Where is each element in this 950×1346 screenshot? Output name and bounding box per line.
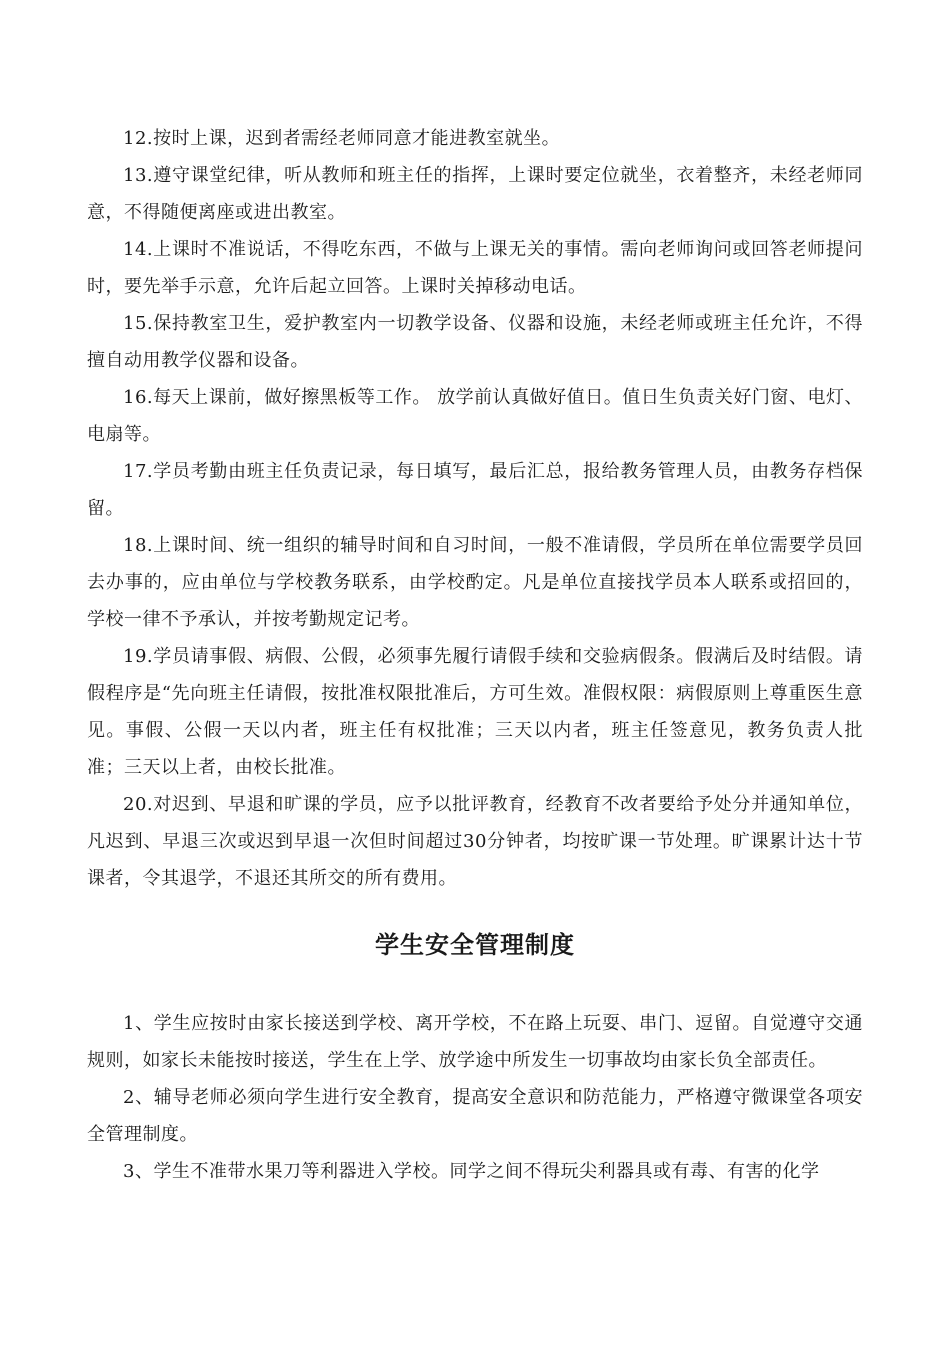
rule-paragraph: 16.每天上课前，做好擦黑板等工作。 放学前认真做好值日。值日生负责关好门窗、电灯、电扇等。	[87, 387, 863, 445]
document-page	[87, 120, 863, 1190]
rule-paragraph: 19.学员请事假、病假、公假，必须事先履行请假手续和交验病假条。假满后及时结假。请假程序是“先向班主任请假，按批准权限批准后，方可生效。准假权限：病假原则上尊重医生意见。事假、公假一天以内者，班主任有权批准；三天以内者，班主任签意见，教务负责人批准；三天以上者，由校长批准。	[87, 646, 863, 778]
rule-paragraph: 18.上课时间、统一组织的辅导时间和自习时间，一般不准请假，学员所在单位需要学员回去办事的，应由单位与学校教务联系，由学校酌定。凡是单位直接找学员本人联系或招回的，学校一律不予承认，并按考勤规定记考。	[87, 535, 863, 630]
rule-paragraph: 14.上课时不准说话，不得吃东西，不做与上课无关的事情。需向老师询问或回答老师提问时，要先举手示意，允许后起立回答。上课时关掉移动电话。	[87, 239, 863, 297]
rule-paragraph: 12.按时上课，迟到者需经老师同意才能进教室就坐。	[123, 128, 561, 149]
rule-paragraph: 17.学员考勤由班主任负责记录，每日填写，最后汇总，报给教务管理人员，由教务存档保留。	[87, 461, 863, 519]
section-title: 学生安全管理制度	[375, 931, 575, 959]
safety-rule-paragraph: 3、学生不准带水果刀等利器进入学校。同学之间不得玩尖利器具或有毒、有害的化学	[123, 1161, 820, 1182]
rule-paragraph: 20.对迟到、早退和旷课的学员，应予以批评教育，经教育不改者要给予处分并通知单位，凡迟到、早退三次或迟到早退一次但时间超过30分钟者，均按旷课一节处理。旷课累计达十节课者，令其退学，不退还其所交的所有费用。	[87, 794, 863, 889]
rule-paragraph: 15.保持教室卫生，爱护教室内一切教学设备、仪器和设施，未经老师或班主任允许，不得擅自动用教学仪器和设备。	[87, 313, 863, 371]
safety-rule-paragraph: 2、辅导老师必须向学生进行安全教育，提高安全意识和防范能力，严格遵守微课堂各项安全管理制度。	[87, 1087, 863, 1145]
rule-paragraph: 13.遵守课堂纪律，听从教师和班主任的指挥，上课时要定位就坐，衣着整齐，未经老师同意，不得随便离座或进出教室。	[87, 165, 863, 223]
safety-rule-paragraph: 1、学生应按时由家长接送到学校、离开学校，不在路上玩耍、串门、逗留。自觉遵守交通规则，如家长未能按时接送，学生在上学、放学途中所发生一切事故均由家长负全部责任。	[87, 1013, 863, 1071]
